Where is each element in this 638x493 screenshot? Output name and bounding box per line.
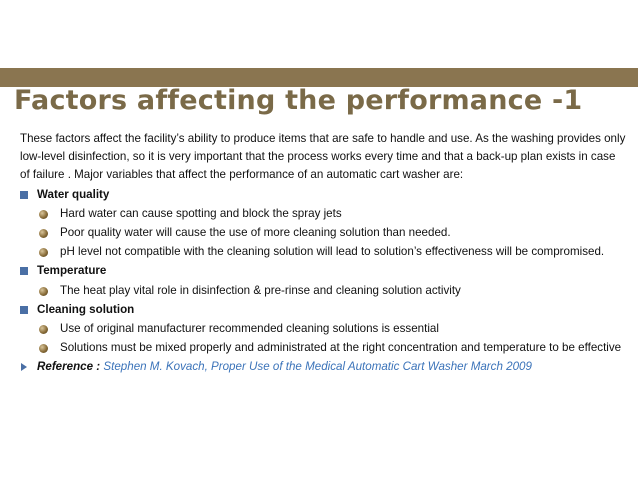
list-item-text: The heat play vital role in disinfection & pre-rinse and cleaning solution activity bbox=[60, 283, 461, 297]
list-item bbox=[20, 320, 626, 338]
list-item-text: Solutions must be mixed properly and administrated at the right concentration and temperature to be effective bbox=[60, 341, 622, 355]
section-heading-water-quality bbox=[20, 186, 626, 204]
section-heading-label: Temperature bbox=[37, 264, 107, 278]
list-item-text: Use of original manufacturer recommended cleaning solutions is essential bbox=[60, 322, 439, 336]
list-item-text: pH level not compatible with the cleaning solution will lead to solution’s effectiveness will be compromised. bbox=[60, 245, 605, 259]
reference-label: Reference : bbox=[37, 360, 101, 374]
square-bullet-icon bbox=[20, 191, 28, 199]
slide-body bbox=[20, 130, 626, 377]
ball-bullet-icon bbox=[39, 248, 48, 257]
intro-paragraph: These factors affect the facility’s ability to produce items that are safe to handle and use. As the washing provides only low-level disinfection, so it is very important that the process works every time and that a back-up plan exists in case of failure . Major variables that affect the performance of an automatic cart washer are: bbox=[20, 132, 626, 182]
square-bullet-icon bbox=[20, 267, 28, 275]
slide-title: Factors affecting the performance -1 bbox=[14, 85, 583, 116]
reference-line bbox=[20, 358, 626, 376]
ball-bullet-icon bbox=[39, 229, 48, 238]
list-item-text: Hard water can cause spotting and block the spray jets bbox=[60, 206, 342, 220]
list-item bbox=[20, 205, 626, 223]
section-heading-cleaning-solution bbox=[20, 301, 626, 319]
section-heading-temperature bbox=[20, 262, 626, 280]
list-item-text: Poor quality water will cause the use of more cleaning solution than needed. bbox=[60, 226, 451, 240]
list-item bbox=[20, 282, 626, 300]
ball-bullet-icon bbox=[39, 287, 48, 296]
list-item bbox=[20, 339, 626, 357]
reference-source: Stephen M. Kovach, Proper Use of the Medical Automatic Cart Washer March 2009 bbox=[103, 360, 532, 374]
list-item bbox=[20, 224, 626, 242]
list-item bbox=[20, 243, 626, 261]
square-bullet-icon bbox=[20, 306, 28, 314]
ball-bullet-icon bbox=[39, 210, 48, 219]
section-heading-label: Water quality bbox=[37, 187, 110, 201]
ball-bullet-icon bbox=[39, 344, 48, 353]
triangle-bullet-icon bbox=[21, 363, 27, 371]
section-heading-label: Cleaning solution bbox=[37, 302, 135, 316]
ball-bullet-icon bbox=[39, 325, 48, 334]
